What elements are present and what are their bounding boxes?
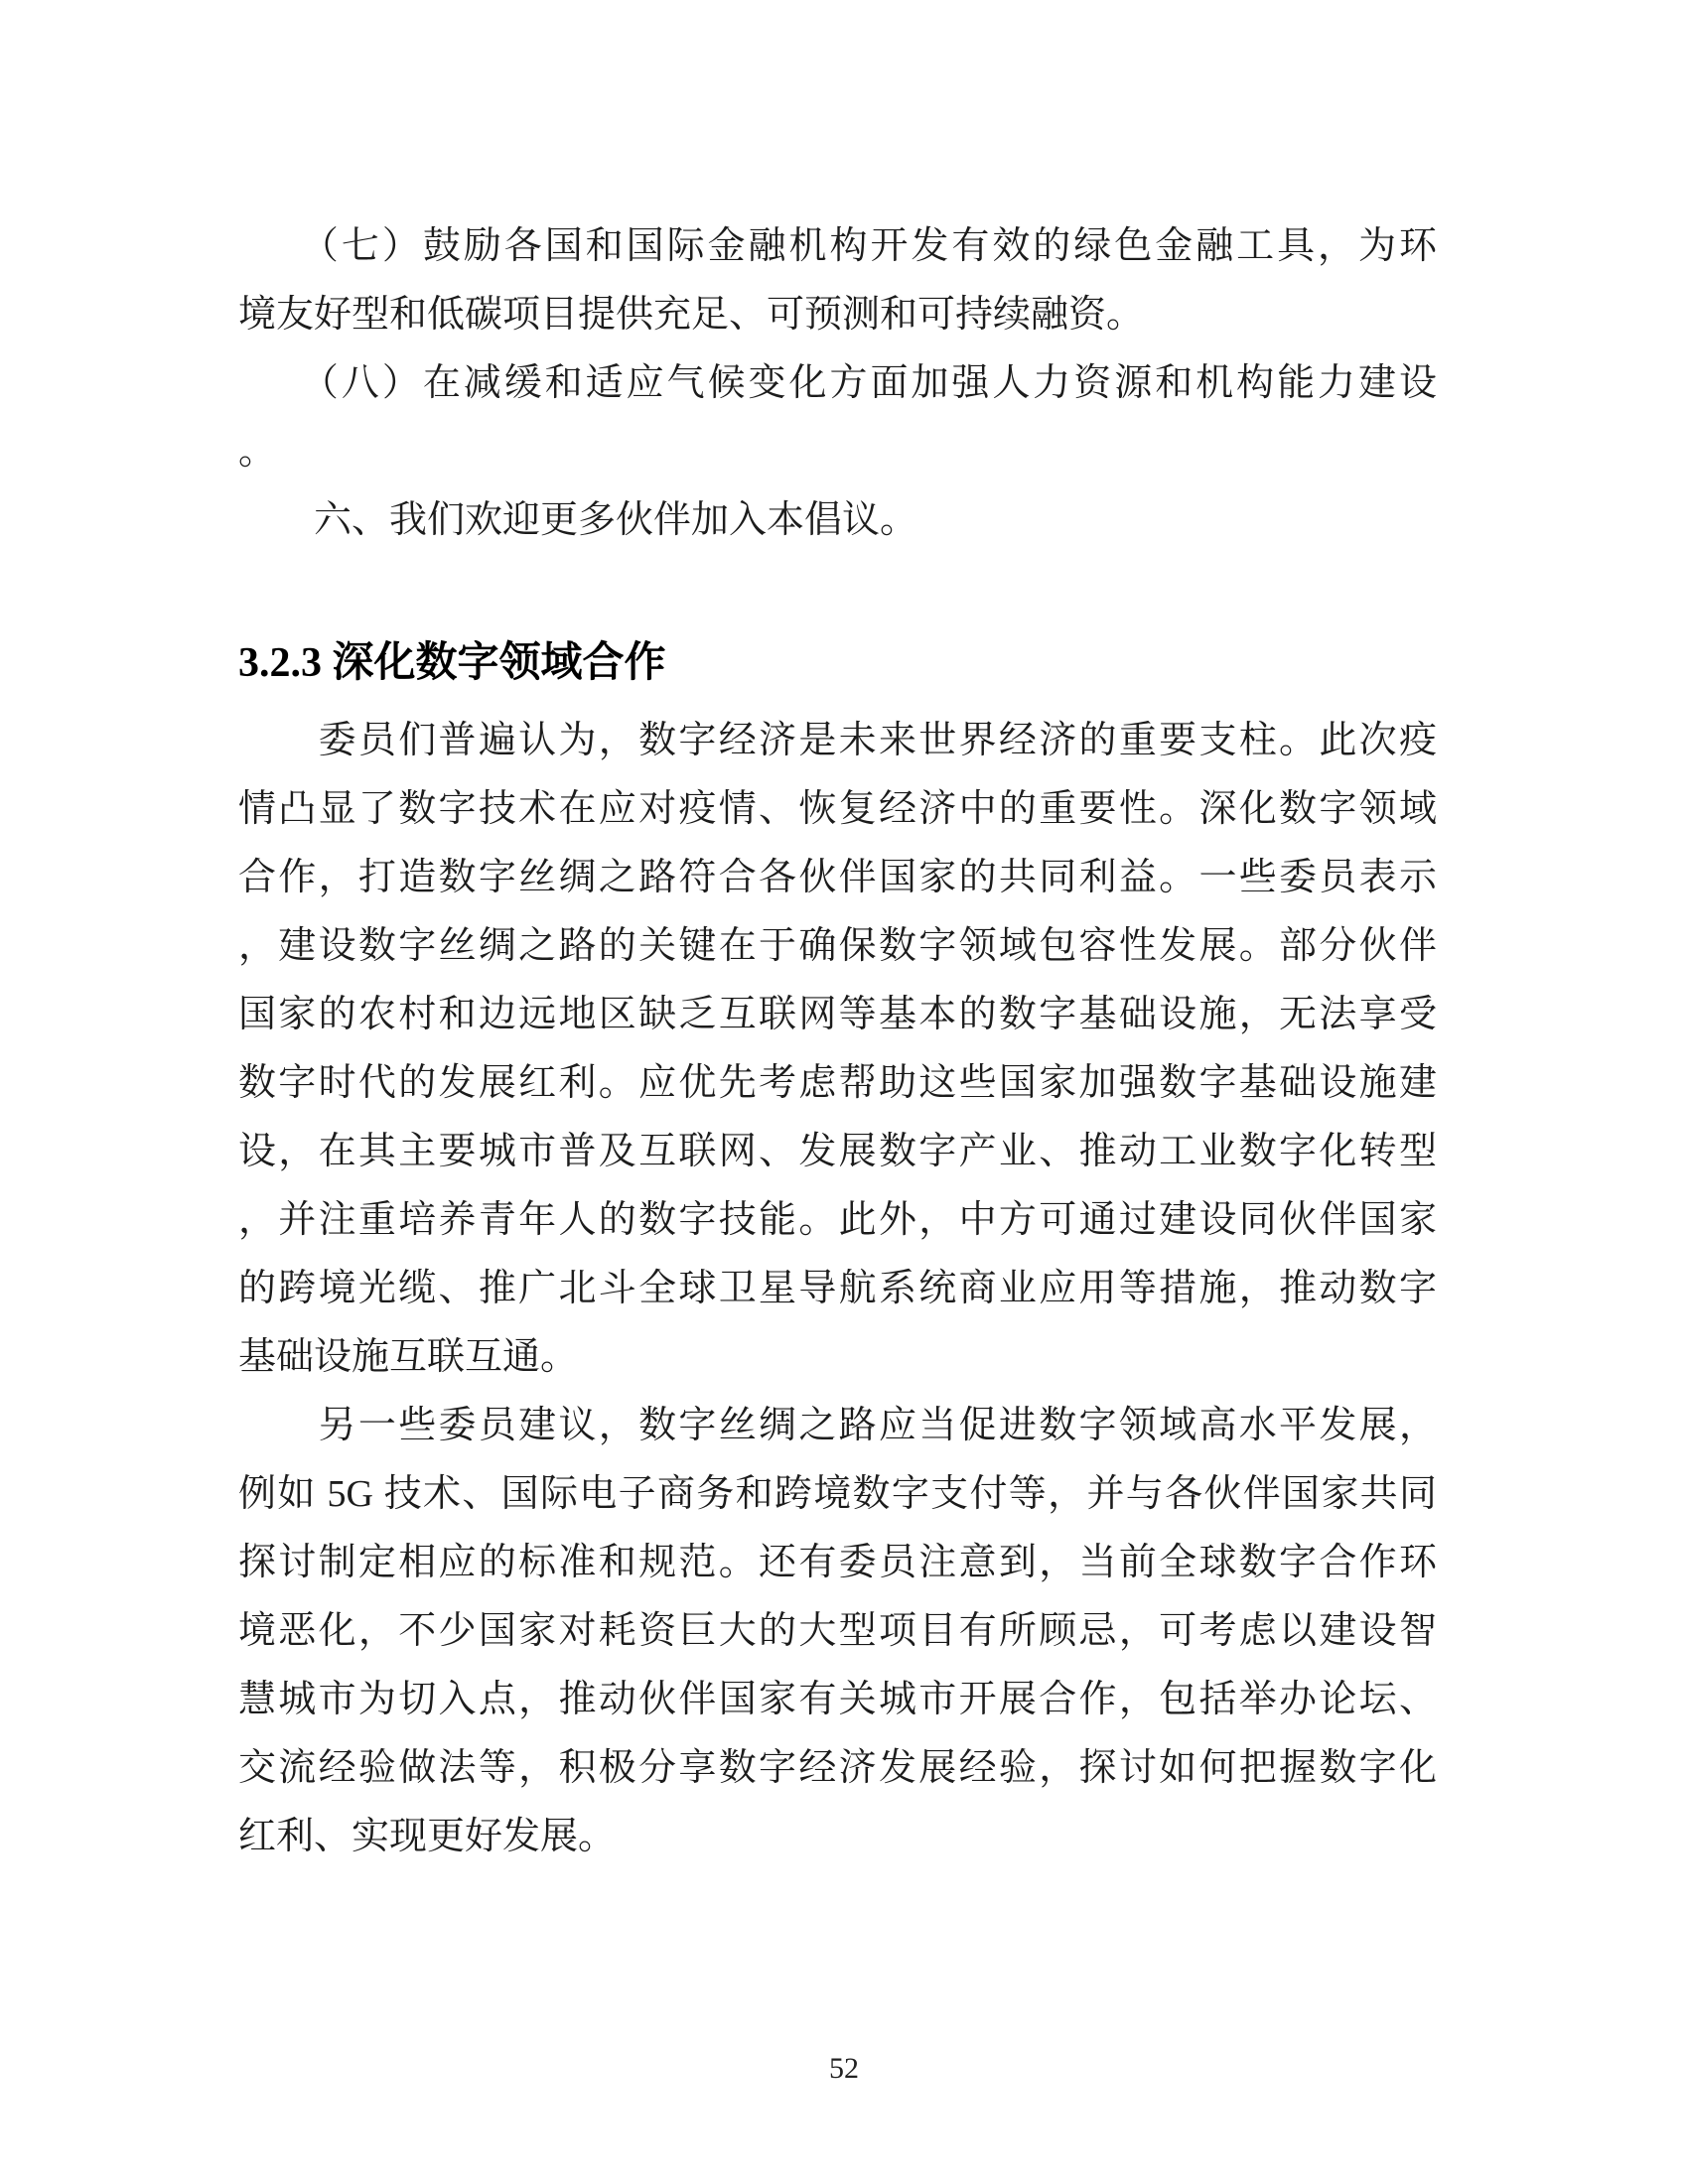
- text-line: ，建设数字丝绸之路的关键在于确保数字领域包容性发展。部分伙伴: [238, 925, 1437, 967]
- text-line: 另一些委员建议，数字丝绸之路应当促进数字领域高水平发展，: [238, 1405, 1437, 1446]
- text-line: 设，在其主要城市普及互联网、发展数字产业、推动工业数字化转型: [238, 1131, 1437, 1172]
- text-line: 合作，打造数字丝绸之路符合各伙伴国家的共同利益。一些委员表示: [238, 857, 1437, 898]
- text-line: 境恶化，不少国家对耗资巨大的大型项目有所顾忌，可考虑以建设智: [238, 1610, 1437, 1652]
- body-text-block: [238, 707, 1437, 1871]
- text-line: 慧城市为切入点，推动伙伴国家有关城市开展合作，包括举办论坛、: [238, 1679, 1437, 1720]
- top-text-block: [238, 212, 1437, 555]
- paragraph: [238, 1392, 1437, 1871]
- text-line: 六、我们欢迎更多伙伴加入本倡议。: [238, 499, 918, 541]
- text-line: 。: [238, 431, 277, 473]
- text-line: （八）在减缓和适应气候变化方面加强人力资源和机构能力建设: [238, 362, 1437, 404]
- text-line: ，并注重培养青年人的数字技能。此外，中方可通过建设同伙伴国家: [238, 1199, 1437, 1241]
- text-line: 情凸显了数字技术在应对疫情、恢复经济中的重要性。深化数字领域: [238, 788, 1437, 830]
- text-line: 国家的农村和边远地区缺乏互联网等基本的数字基础设施，无法享受: [238, 994, 1437, 1035]
- text-line: 境友好型和低碳项目提供充足、可预测和可持续融资。: [238, 294, 1145, 336]
- text-line: 的跨境光缆、推广北斗全球卫星导航系统商业应用等措施，推动数字: [238, 1268, 1437, 1309]
- text-line: 委员们普遍认为，数字经济是未来世界经济的重要支柱。此次疫: [238, 720, 1437, 761]
- text-line: 红利、实现更好发展。: [238, 1816, 617, 1857]
- text-line: 交流经验做法等，积极分享数字经济发展经验，探讨如何把握数字化: [238, 1747, 1437, 1789]
- section-heading: 3.2.3 深化数字领域合作: [238, 640, 666, 686]
- page-number: 52: [829, 2052, 859, 2085]
- text-line: （七）鼓励各国和国际金融机构开发有效的绿色金融工具，为环: [238, 225, 1437, 267]
- text-line: 例如 5G 技术、国际电子商务和跨境数字支付等，并与各伙伴国家共同: [238, 1473, 1437, 1515]
- text-line: 数字时代的发展红利。应优先考虑帮助这些国家加强数字基础设施建: [238, 1062, 1437, 1104]
- text-line: 探讨制定相应的标准和规范。还有委员注意到，当前全球数字合作环: [238, 1542, 1437, 1583]
- text-line: 基础设施互联互通。: [238, 1336, 579, 1378]
- paragraph: [238, 707, 1437, 1392]
